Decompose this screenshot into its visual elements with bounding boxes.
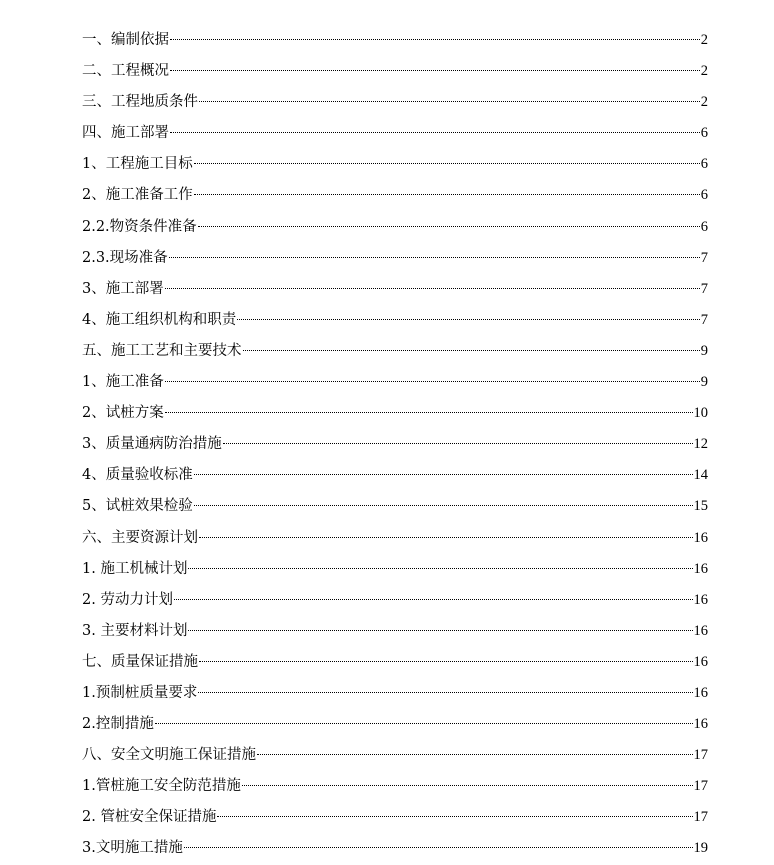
toc-entry-page: 16	[693, 529, 708, 546]
toc-entry[interactable]	[82, 771, 708, 802]
toc-entry[interactable]	[82, 460, 708, 491]
dot-leader	[188, 630, 692, 631]
toc-entry-title: 三、工程地质条件	[82, 94, 198, 111]
dot-leader	[155, 723, 693, 724]
toc-entry[interactable]	[82, 523, 708, 554]
toc-entry[interactable]	[82, 740, 708, 771]
toc-entry[interactable]	[82, 56, 708, 87]
toc-entry[interactable]	[82, 678, 708, 709]
dot-leader	[169, 257, 700, 258]
toc-entry[interactable]	[82, 243, 708, 274]
dot-leader	[194, 194, 700, 195]
toc-entry[interactable]	[82, 87, 708, 118]
dot-leader	[165, 381, 700, 382]
dot-leader	[188, 568, 692, 569]
toc-entry-page: 6	[700, 218, 708, 235]
toc-entry-page: 7	[700, 311, 708, 328]
toc-entry-title: 1. 施工机械计划	[82, 560, 188, 577]
dot-leader	[165, 412, 693, 413]
toc-entry-title: 二、工程概况	[82, 63, 169, 80]
toc-entry-page: 15	[693, 498, 708, 515]
dot-leader	[223, 443, 693, 444]
toc-entry-title: 2.3.现场准备	[82, 249, 168, 266]
dot-leader	[237, 319, 700, 320]
toc-entry-page: 2	[700, 32, 708, 48]
toc-entry-title: 2、施工准备工作	[82, 187, 193, 204]
dot-leader	[217, 816, 692, 817]
dot-leader	[174, 599, 693, 600]
dot-leader	[198, 692, 692, 693]
toc-entry[interactable]	[82, 180, 708, 211]
toc-entry-page: 16	[693, 591, 708, 608]
toc-entry[interactable]	[82, 274, 708, 305]
toc-entry[interactable]	[82, 585, 708, 616]
toc-entry[interactable]	[82, 212, 708, 243]
dot-leader	[170, 132, 700, 133]
table-of-contents	[82, 25, 708, 865]
toc-entry-page: 7	[700, 280, 708, 297]
toc-entry-title: 四、施工部署	[82, 125, 169, 142]
dot-leader	[243, 350, 700, 351]
toc-entry[interactable]	[82, 429, 708, 460]
toc-entry-page: 16	[693, 684, 708, 701]
toc-entry[interactable]	[82, 709, 708, 740]
toc-entry[interactable]	[82, 616, 708, 647]
toc-entry-title: 3.文明施工措施	[82, 840, 183, 857]
toc-entry[interactable]	[82, 491, 708, 522]
toc-entry[interactable]	[82, 647, 708, 678]
toc-entry[interactable]	[82, 118, 708, 149]
toc-entry-page: 17	[693, 778, 708, 795]
dot-leader	[170, 70, 700, 71]
dot-leader	[170, 39, 700, 40]
toc-entry-title: 2. 管桩安全保证措施	[82, 809, 217, 826]
toc-entry-title: 4、施工组织机构和职责	[82, 311, 237, 328]
toc-entry-title: 七、质量保证措施	[82, 653, 198, 670]
dot-leader	[194, 474, 693, 475]
toc-entry-title: 1.管桩施工安全防范措施	[82, 778, 241, 795]
toc-entry-title: 4、质量验收标准	[82, 467, 193, 484]
toc-entry[interactable]	[82, 367, 708, 398]
toc-entry-page: 9	[700, 342, 708, 359]
toc-entry-title: 3、施工部署	[82, 280, 164, 297]
toc-entry-title: 2、试桩方案	[82, 405, 164, 422]
dot-leader	[199, 101, 700, 102]
toc-entry-page: 2	[700, 94, 708, 111]
toc-entry-title: 2. 劳动力计划	[82, 591, 173, 608]
toc-entry-title: 3. 主要材料计划	[82, 622, 188, 639]
toc-entry-page: 16	[693, 622, 708, 639]
toc-entry-title: 5、试桩效果检验	[82, 498, 193, 515]
toc-entry-page: 10	[693, 405, 708, 422]
dot-leader	[194, 505, 693, 506]
toc-entry-page: 14	[693, 467, 708, 484]
toc-entry-title: 1、工程施工目标	[82, 156, 193, 173]
dot-leader	[184, 847, 693, 848]
toc-entry-page: 19	[693, 840, 708, 857]
toc-entry-title: 3、质量通病防治措施	[82, 436, 222, 453]
toc-entry[interactable]	[82, 833, 708, 864]
toc-entry-page: 7	[700, 249, 708, 266]
dot-leader	[194, 163, 700, 164]
dot-leader	[199, 661, 693, 662]
dot-leader	[199, 537, 693, 538]
toc-entry-title: 六、主要资源计划	[82, 529, 198, 546]
toc-entry-page: 9	[700, 374, 708, 391]
toc-entry-title: 1.预制桩质量要求	[82, 684, 198, 701]
toc-entry-page: 17	[693, 747, 708, 764]
toc-entry[interactable]	[82, 336, 708, 367]
toc-entry-title: 2.2.物资条件准备	[82, 218, 197, 235]
toc-entry[interactable]	[82, 802, 708, 833]
dot-leader	[242, 785, 693, 786]
toc-entry[interactable]	[82, 398, 708, 429]
toc-entry-title: 2.控制措施	[82, 716, 154, 733]
toc-entry-page: 6	[700, 125, 708, 142]
toc-entry[interactable]	[82, 149, 708, 180]
toc-entry-page: 17	[693, 809, 708, 826]
toc-entry[interactable]	[82, 305, 708, 336]
toc-entry-page: 16	[693, 560, 708, 577]
toc-entry-page: 6	[700, 156, 708, 173]
toc-entry-page: 16	[693, 716, 708, 733]
toc-entry-title: 五、施工工艺和主要技术	[82, 342, 242, 359]
toc-entry[interactable]	[82, 25, 708, 56]
toc-entry-page: 16	[693, 653, 708, 670]
dot-leader	[257, 754, 693, 755]
toc-entry-page: 6	[700, 187, 708, 204]
toc-entry-title: 八、安全文明施工保证措施	[82, 747, 256, 764]
toc-entry-title: 一、编制依据	[82, 32, 169, 48]
toc-entry[interactable]	[82, 554, 708, 585]
toc-entry-page: 2	[700, 63, 708, 80]
toc-entry-title: 1、施工准备	[82, 374, 164, 391]
toc-entry-page: 12	[693, 436, 708, 453]
dot-leader	[198, 226, 700, 227]
dot-leader	[165, 288, 700, 289]
